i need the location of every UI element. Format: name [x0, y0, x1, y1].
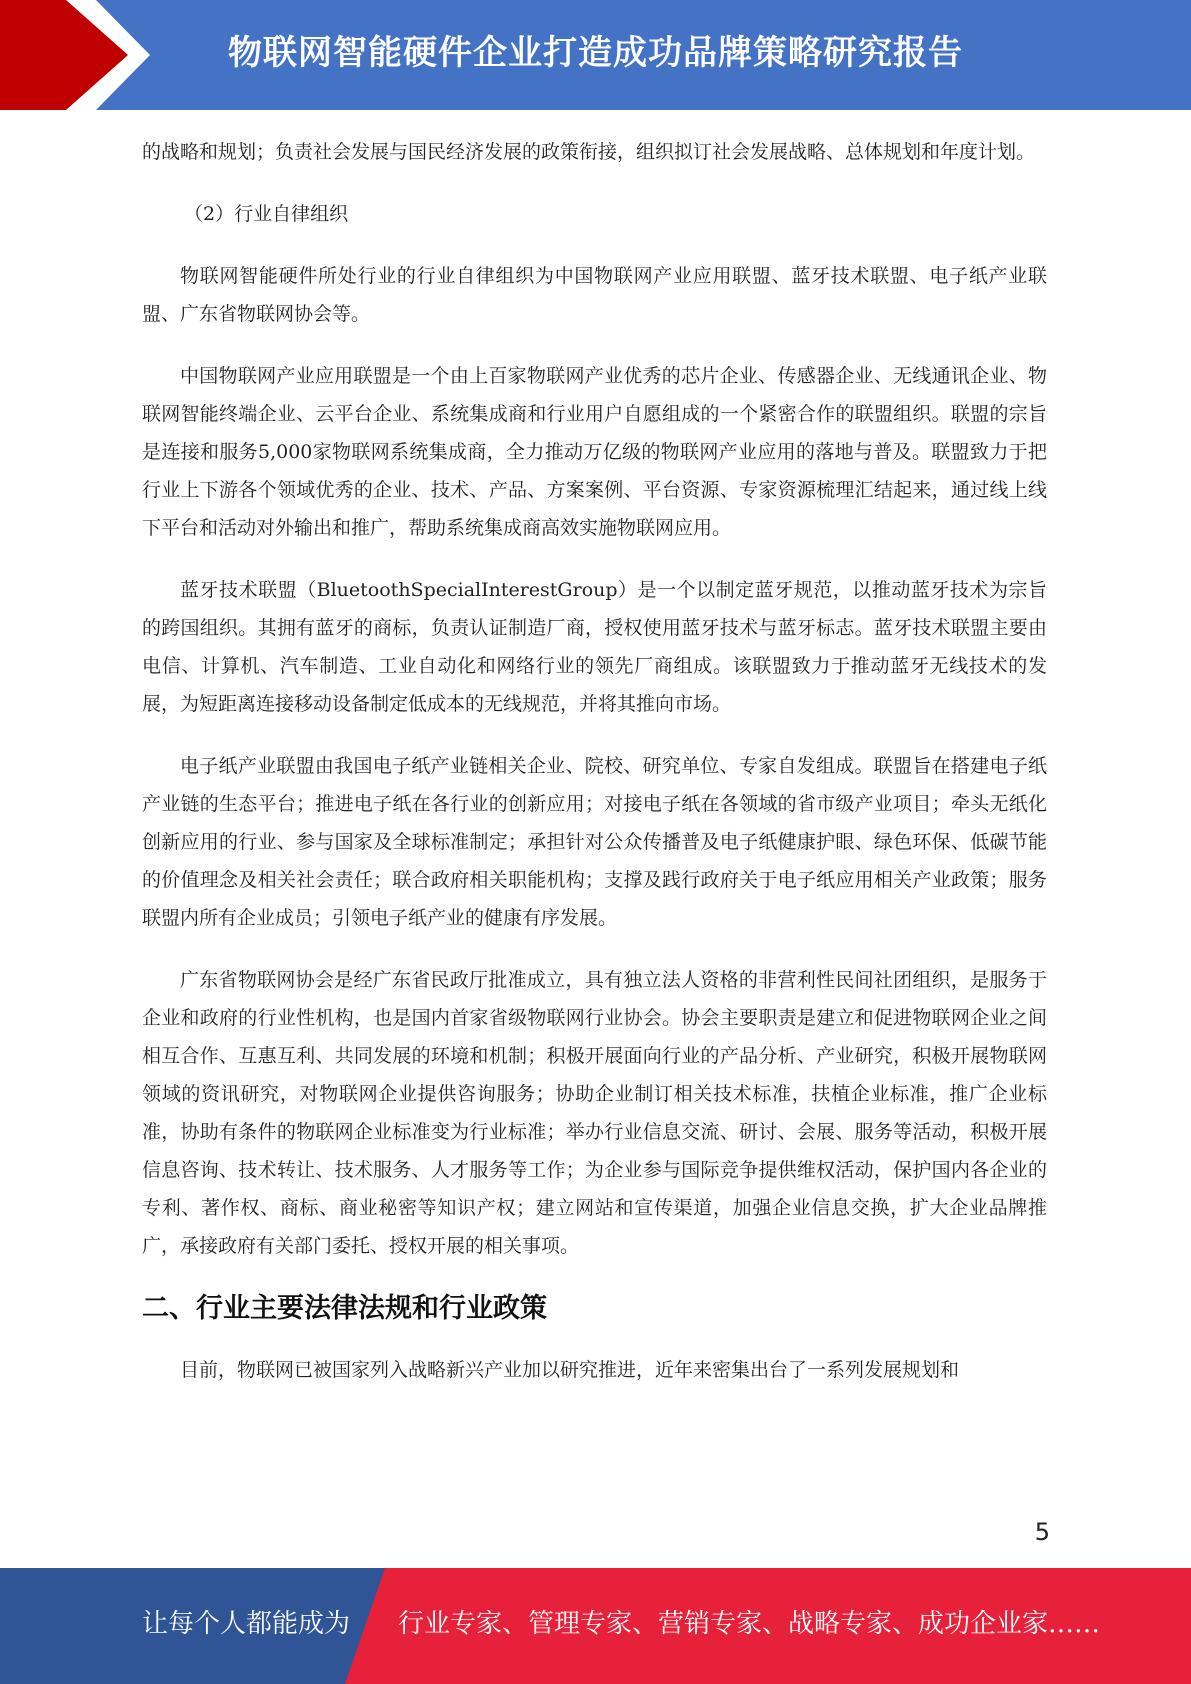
paragraph-guangdong-iot-association: 广东省物联网协会是经广东省民政厅批准成立，具有独立法人资格的非营利性民间社团组织，是服务于企业和政府的行业性机构，也是国内首家省级物联网行业协会。协会主要职责是建立和促进物联网企业之间相互合作、互惠互利、共同发展的环境和机制；积极开展面向行业的产品分析、产业研究，积极开展物联网领域的资讯研究，对物联网企业提供咨询服务；协助企业制订相关技术标准，扶植企业标准，推广企业标准，协助有条件的物联网企业标准变为行业标准；举办行业信息交流、研讨、会展、服务等活动，积极开展信息咨询、技术转让、技术服务、人才服务等工作；为企业参与国际竞争提供维权活动，保护国内各企业的专利、著作权、商标、商业秘密等知识产权；建立网站和宣传渠道，加强企业信息交换，扩大企业品牌推广，承接政府有关部门委托、授权开展的相关事项。 — [142, 969, 1047, 1257]
page-header — [0, 0, 1191, 110]
paragraph-continuation: 的战略和规划；负责社会发展与国民经济发展的政策衔接，组织拟订社会发展战略、总体规划和年度计划。 — [142, 141, 1036, 163]
subheading-self-regulatory-orgs: （2）行业自律组织 — [184, 203, 349, 225]
paragraph-epaper-alliance: 电子纸产业联盟由我国电子纸产业链相关企业、院校、研究单位、专家自发组成。联盟旨在搭建电子纸产业链的生态平台；推进电子纸在各行业的创新应用；对接电子纸在各领域的省市级产业项目；牵头无纸化创新应用的行业、参与国家及全球标准制定；承担针对公众传播普及电子纸健康护眼、绿色环保、低碳节能的价值理念及相关社会责任；联合政府相关职能机构；支撑及践行政府关于电子纸应用相关产业政策；服务联盟内所有企业成员；引领电子纸产业的健康有序发展。 — [142, 755, 1047, 929]
page-footer — [0, 1568, 1191, 1684]
paragraph-iot-alliance: 中国物联网产业应用联盟是一个由上百家物联网产业优秀的芯片企业、传感器企业、无线通讯企业、物联网智能终端企业、云平台企业、系统集成商和行业用户自愿组成的一个紧密合作的联盟组织。联盟的宗旨是连接和服务5,000家物联网系统集成商，全力推动万亿级的物联网产业应用的落地与普及。联盟致力于把行业上下游各个领域优秀的企业、技术、产品、方案案例、平台资源、专家资源梳理汇结起来，通过线上线下平台和活动对外输出和推广，帮助系统集成商高效实施物联网应用。 — [142, 365, 1047, 539]
document-body — [142, 133, 1047, 1413]
paragraph-policy-intro: 目前，物联网已被国家列入战略新兴产业加以研究推进，近年来密集出台了一系列发展规划和 — [180, 1359, 960, 1381]
report-title: 物联网智能硬件企业打造成功品牌策略研究报告 — [228, 33, 963, 73]
paragraph-industry-orgs: 物联网智能硬件所处行业的行业自律组织为中国物联网产业应用联盟、蓝牙技术联盟、电子纸产业联盟、广东省物联网协会等。 — [142, 265, 1047, 325]
section-heading: 二、行业主要法律法规和行业政策 — [142, 1293, 547, 1324]
paragraph-bluetooth-sig: 蓝牙技术联盟（BluetoothSpecialInterestGroup）是一个以制定蓝牙规范，以推动蓝牙技术为宗旨的跨国组织。其拥有蓝牙的商标，负责认证制造厂商，授权使用蓝牙技术与蓝牙标志。蓝牙技术联盟主要由电信、计算机、汽车制造、工业自动化和网络行业的领先厂商组成。该联盟致力于推动蓝牙无线技术的发展，为短距离连接移动设备制定低成本的无线规范，并将其推向市场。 — [142, 579, 1047, 715]
footer-slogan-left: 让每个人都能成为 — [142, 1609, 351, 1639]
footer-slogan-right: 行业专家、管理专家、营销专家、战略专家、成功企业家…… — [398, 1609, 1101, 1639]
page-number: 5 — [1034, 1518, 1050, 1546]
